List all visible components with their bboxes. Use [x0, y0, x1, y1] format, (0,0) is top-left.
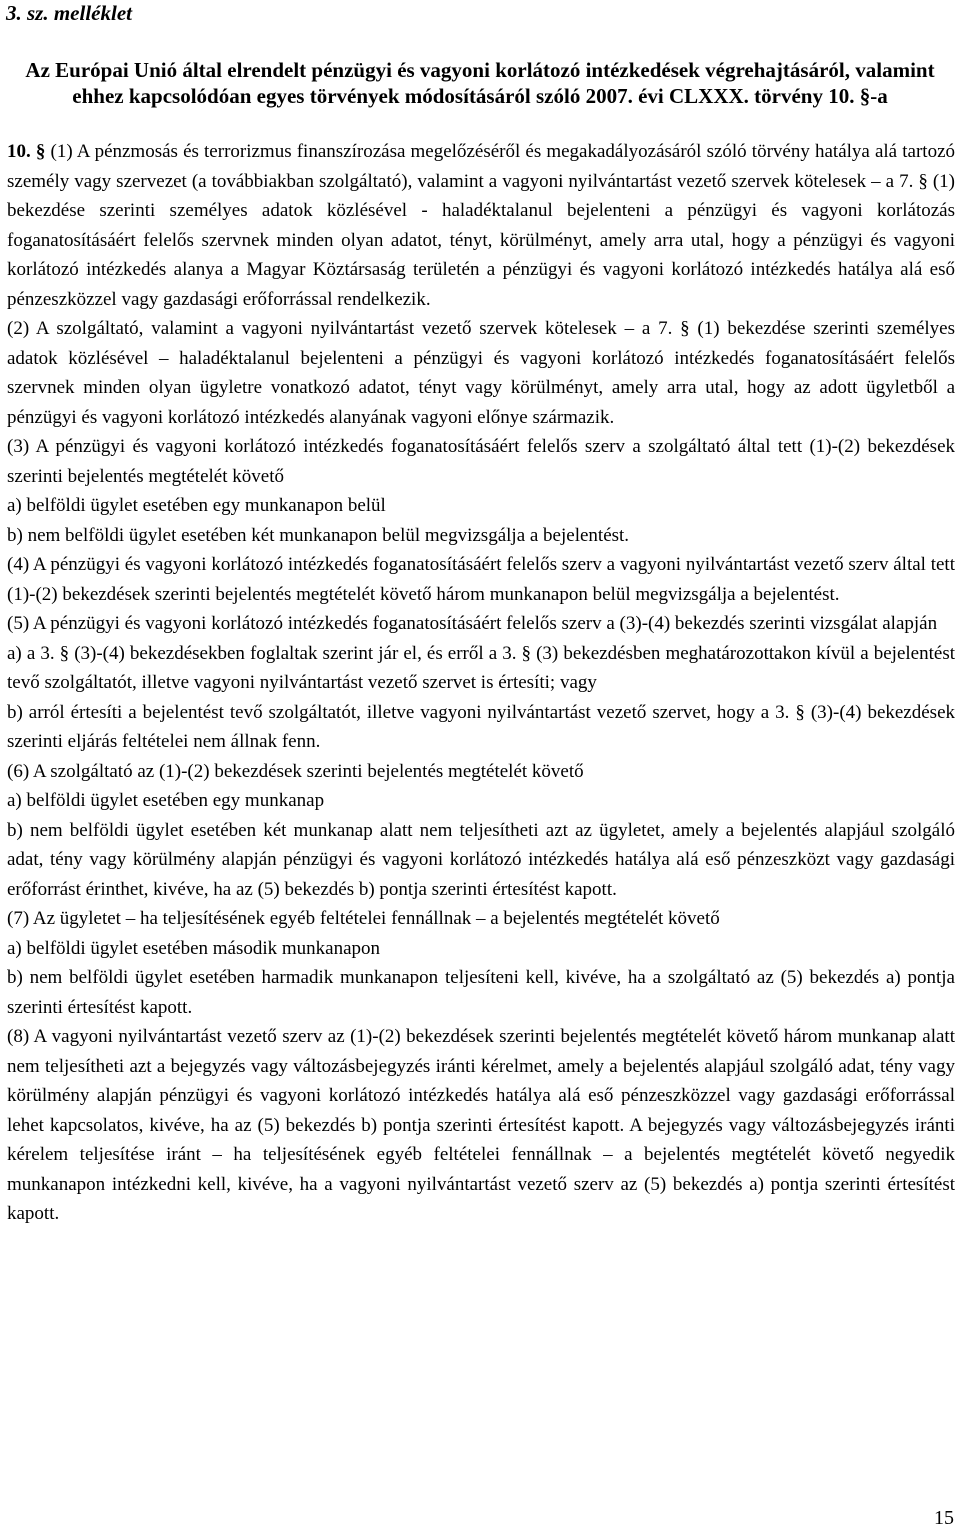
paragraph-2: (2) A szolgáltató, valamint a vagyoni nyilvántartást vezető szervek kötelesek – a 7. § (1) bekezdése szerinti személyes adatok közlésével – haladéktalanul bejelenteni a pénzügyi és vagyoni korlátozó intézkedés foganatosításáért felelős szervnek minden olyan ügyletre vonatkozó adatot, tényt vagy körülményt, amely arra utal, hogy az adott ügyletből a pénzügyi és vagyoni korlátozó intézkedés alanyának vagyoni előnye származik.: [7, 318, 955, 428]
paragraph-7-point-b: b) nem belföldi ügylet esetében harmadik munkanapon teljesíteni kell, kivéve, ha a szolgáltató az (5) bekezdés a) pontja szerinti értesítést kapott.: [7, 967, 955, 1018]
annex-label: 3. sz. melléklet: [6, 1, 132, 25]
paragraph-3-point-b: b) nem belföldi ügylet esetében két munkanapon belül megvizsgálja a bejelentést.: [7, 524, 630, 546]
paragraph-6-point-b: b) nem belföldi ügylet esetében két munkanap alatt nem teljesítheti azt az ügyletet, amely a bejelentés alapjául szolgáló adat, tény vagy körülmény alapján pénzügyi és vagyoni korlátozó intézkedés hatálya alá eső pénzeszközt vagy gazdasági erőforrást érinthet, kivéve, ha az (5) bekezdés b) pontja szerinti értesítést kapott.: [7, 819, 955, 900]
paragraph-6-point-a: a) belföldi ügylet esetében egy munkanap: [7, 790, 325, 811]
paragraph-8: (8) A vagyoni nyilvántartást vezető szerv az (1)-(2) bekezdések szerinti bejelentés megtételét követő három munkanap alatt nem teljesítheti azt a bejegyzés vagy változásbejegyzés iránti kérelmet, amely a bejelentés alapjául szolgáló adat, tény vagy körülmény alapján pénzügyi és vagyoni korlátozó intézkedés hatálya alá eső pénzeszközzel vagy gazdasági erőforrással lehet kapcsolatos, kivéve, ha az (5) bekezdés b) pontja szerinti értesítést kapott. A bejegyzés vagy változásbejegyzés iránti kérelem teljesítése iránt – ha teljesítésének egyéb feltételei fennállnak – a bejelentés megtételét követő negyedik munkanapon intézkedni kell, kivéve, ha a vagyoni nyilvántartást vezető szerv az (5) bekezdés a) pontja szerinti értesítést kapott.: [7, 1026, 955, 1224]
paragraph-5-point-a: a) a 3. § (3)-(4) bekezdésekben foglaltak szerint jár el, és erről a 3. § (3) bekezdésben meghatározottakon kívül a bejelentést tevő szolgáltatót, illetve vagyoni nyilvántartást vezető szervet is értesíti; vagy: [7, 642, 955, 693]
paragraph-7: (7) Az ügyletet – ha teljesítésének egyéb feltételei fennállnak – a bejelentés megtételét követő: [7, 908, 720, 929]
paragraph-6: (6) A szolgáltató az (1)-(2) bekezdések szerinti bejelentés megtételét követő: [7, 760, 584, 782]
paragraph-5-point-b: b) arról értesíti a bejelentést tevő szolgáltatót, illetve vagyoni nyilvántartást vezető szervet, hogy a 3. § (3)-(4) bekezdések szerinti eljárás feltételei nem állnak fenn.: [7, 701, 955, 752]
paragraph-1: [7, 137, 955, 314]
paragraph-5: (5) A pénzügyi és vagyoni korlátozó intézkedés foganatosításáért felelős szerv a (3)-(4) bekezdés szerinti vizsgálat alapján: [7, 613, 938, 634]
paragraph-1-text: (1) A pénzmosás és terrorizmus finanszírozása megelőzéséről és megakadályozásáról szóló törvény hatálya alá tartozó személy vagy szervezet (a továbbiakban szolgáltató), valamint a vagyoni nyilvántartást vezető szervek kötelesek – a 7. § (1) bekezdése szerinti személyes adatok közlésével - haladéktalanul bejelenteni a pénzügyi és vagyoni korlátozás foganatosításáért felelős szervnek minden olyan adatot, tényt, körülményt, amely arra utal, hogy a pénzügyi és vagyoni korlátozó intézkedés alanya a Magyar Köztársaság területén a pénzügyi és vagyoni korlátozó intézkedés hatálya alá eső pénzeszközzel vagy gazdasági erőforrással rendelkezik.: [7, 141, 955, 310]
page-number: 15: [934, 1507, 954, 1529]
paragraph-3: (3) A pénzügyi és vagyoni korlátozó intézkedés foganatosításáért felelős szerv a szolgáltató által tett (1)-(2) bekezdések szerinti bejelentés megtételét követő: [7, 436, 955, 487]
paragraph-3-point-a: a) belföldi ügylet esetében egy munkanapon belül: [7, 495, 386, 516]
section-body: [7, 137, 955, 1229]
section-number: 10. §: [7, 141, 46, 162]
paragraph-7-point-a: a) belföldi ügylet esetében második munkanapon: [7, 937, 381, 959]
document-title: Az Európai Unió által elrendelt pénzügyi és vagyoni korlátozó intézkedések végrehajtásáról, valamint ehhez kapcsolódóan egyes törvények módosításáról szóló 2007. évi CLXXX. törvény 10. §-a: [25, 58, 935, 108]
paragraph-4: (4) A pénzügyi és vagyoni korlátozó intézkedés foganatosításáért felelős szerv a vagyoni nyilvántartást vezető szerv által tett (1)-(2) bekezdések szerinti bejelentés megtételét követő három munkanapon belül megvizsgálja a bejelentést.: [7, 554, 955, 605]
